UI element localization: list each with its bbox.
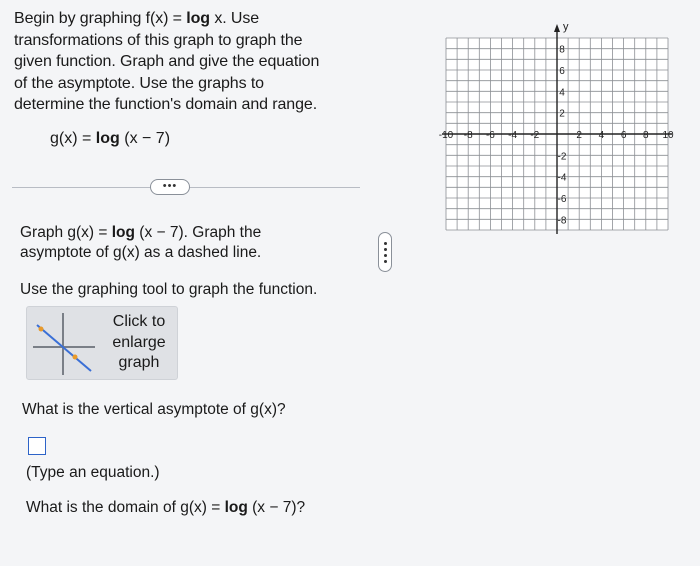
graph-instruction-line1	[20, 223, 261, 243]
instruction-text: (x − 7). Graph the	[135, 224, 262, 241]
problem-text: Begin by graphing f(x) =	[14, 10, 187, 27]
y-tick-label: -4	[557, 172, 567, 184]
function-log: log	[95, 130, 120, 147]
log-text: log	[224, 499, 248, 516]
y-tick-label: 8	[559, 44, 565, 56]
function-suffix: (x − 7)	[119, 130, 171, 147]
x-tick-label: -4	[508, 130, 518, 141]
y-tick-label: -2	[557, 151, 567, 163]
instruction-text: Graph g(x) =	[20, 224, 112, 241]
problem-statement	[14, 8, 364, 116]
enlarge-graph-button[interactable]	[26, 306, 178, 380]
y-tick-label: 4	[559, 87, 565, 99]
x-tick-label: -6	[485, 130, 495, 141]
problem-line	[14, 8, 364, 30]
given-function	[50, 130, 170, 148]
x-tick-label: -10	[438, 130, 454, 141]
coordinate-graph[interactable]	[432, 10, 694, 240]
tool-instruction: Use the graphing tool to graph the function.	[20, 281, 318, 298]
x-tick-label: 2	[576, 130, 582, 141]
y-tick-label: 6	[559, 66, 565, 77]
enlarge-label: Click to enlarge graph	[112, 313, 166, 371]
question-text: What is the domain of g(x) =	[26, 499, 225, 516]
y-axis-arrow-icon	[554, 24, 560, 32]
y-tick-label: -6	[557, 194, 567, 205]
function-prefix: g(x) =	[50, 130, 96, 147]
type-hint: (Type an equation.)	[26, 464, 160, 481]
x-tick-label: 6	[620, 130, 627, 141]
problem-line: determine the function's domain and range.	[14, 96, 318, 113]
log-text: log	[186, 10, 210, 27]
problem-line: of the asymptote. Use the graphs to	[14, 74, 264, 92]
problem-text: x. Use	[209, 10, 260, 27]
y-tick-label: -8	[557, 215, 567, 227]
problem-line: transformations of this graph to graph the	[14, 31, 303, 49]
log-text: log	[111, 224, 135, 241]
x-tick-label: -2	[530, 130, 540, 141]
y-tick-label: 2	[559, 108, 565, 120]
y-axis-label: y	[563, 21, 569, 33]
asymptote-answer-input[interactable]	[28, 437, 46, 455]
graph-instruction-line2: asymptote of g(x) as a dashed line.	[20, 244, 262, 261]
more-button[interactable]: •••	[150, 179, 190, 195]
asymptote-question: What is the vertical asymptote of g(x)?	[22, 401, 286, 418]
x-tick-label: -8	[463, 130, 473, 141]
graph-panel	[392, 0, 700, 566]
x-tick-label: 4	[598, 130, 605, 141]
graph-thumbnail-icon	[33, 313, 95, 375]
panel-resize-handle[interactable]	[378, 232, 392, 272]
domain-question	[26, 498, 305, 518]
question-text: (x − 7)?	[247, 499, 306, 516]
x-tick-label: 10	[662, 130, 674, 141]
x-tick-label: 8	[643, 130, 649, 141]
problem-line: given function. Graph and give the equation	[14, 53, 320, 70]
